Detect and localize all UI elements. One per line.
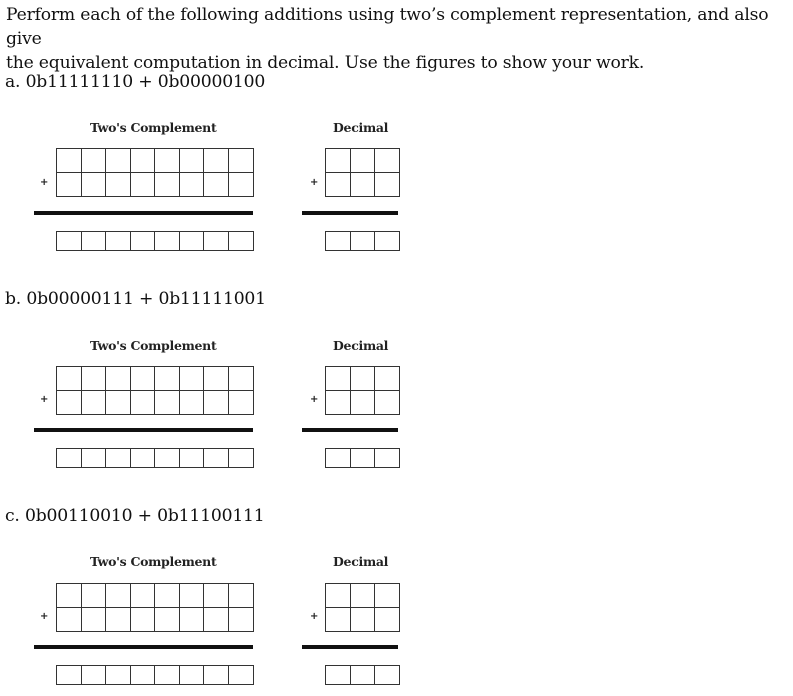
result-cell[interactable]: [203, 665, 229, 685]
operand-cell[interactable]: [81, 172, 107, 197]
result-cell[interactable]: [154, 448, 180, 468]
operand-cell[interactable]: [154, 148, 180, 173]
result-cell[interactable]: [325, 665, 351, 685]
operand-cell[interactable]: [154, 607, 180, 632]
operand-cell[interactable]: [105, 390, 131, 415]
problem-c-decimal-result-grid: [325, 665, 400, 685]
result-cell[interactable]: [179, 231, 205, 251]
problem-c-twos-operand-grid: [56, 583, 254, 632]
operand-cell[interactable]: [81, 390, 107, 415]
operand-cell[interactable]: [56, 390, 82, 415]
problem-a-twos-operand-grid: [56, 148, 254, 197]
operand-cell[interactable]: [350, 583, 376, 608]
result-cell[interactable]: [130, 665, 156, 685]
operand-cell[interactable]: [81, 148, 107, 173]
operand-cell[interactable]: [130, 172, 156, 197]
operand-cell[interactable]: [228, 172, 254, 197]
operand-cell[interactable]: [325, 607, 351, 632]
operand-cell[interactable]: [179, 172, 205, 197]
operand-cell[interactable]: [228, 390, 254, 415]
operand-cell[interactable]: [203, 607, 229, 632]
problem-b-twos-result-grid: [56, 448, 254, 468]
result-cell[interactable]: [81, 231, 107, 251]
operand-cell[interactable]: [56, 583, 82, 608]
operand-cell[interactable]: [325, 366, 351, 391]
result-cell[interactable]: [154, 665, 180, 685]
operand-cell[interactable]: [203, 172, 229, 197]
operand-cell[interactable]: [228, 148, 254, 173]
problem-c-decimal-header: Decimal: [333, 554, 389, 569]
result-cell[interactable]: [203, 448, 229, 468]
operand-cell[interactable]: [56, 607, 82, 632]
result-cell[interactable]: [228, 665, 254, 685]
operand-cell[interactable]: [105, 607, 131, 632]
problem-c-decimal-sum-line: [302, 645, 398, 649]
result-cell[interactable]: [228, 448, 254, 468]
operand-cell[interactable]: [56, 148, 82, 173]
problem-a-decimal-plus-sign: +: [310, 177, 319, 188]
result-cell[interactable]: [179, 665, 205, 685]
operand-cell[interactable]: [179, 390, 205, 415]
problem-a-decimal-result-grid: [325, 231, 400, 251]
operand-cell[interactable]: [179, 583, 205, 608]
operand-cell[interactable]: [350, 366, 376, 391]
result-cell[interactable]: [325, 448, 351, 468]
problem-c-twos-header: Two's Complement: [90, 554, 217, 569]
operand-cell[interactable]: [105, 172, 131, 197]
operand-cell[interactable]: [154, 390, 180, 415]
problem-b-decimal-result-grid: [325, 448, 400, 468]
operand-cell[interactable]: [154, 583, 180, 608]
result-cell[interactable]: [374, 665, 400, 685]
operand-cell[interactable]: [350, 390, 376, 415]
operand-cell[interactable]: [56, 172, 82, 197]
operand-cell[interactable]: [203, 583, 229, 608]
operand-cell[interactable]: [325, 148, 351, 173]
instructions: [6, 3, 791, 75]
result-cell[interactable]: [350, 231, 376, 251]
problem-c-decimal-plus-sign: +: [310, 611, 319, 622]
problem-a-twos-sum-line: [34, 211, 253, 215]
problem-a-twos-plus-sign: +: [40, 177, 49, 188]
problem-a-twos-result-grid: [56, 231, 254, 251]
result-cell[interactable]: [130, 231, 156, 251]
operand-cell[interactable]: [154, 366, 180, 391]
problem-b-decimal-plus-sign: +: [310, 394, 319, 405]
problem-b-twos-operand-grid: [56, 366, 254, 415]
problem-b-twos-plus-sign: +: [40, 394, 49, 405]
problem-a-decimal-operand-grid: [325, 148, 400, 197]
problem-b-label: b. 0b00000111 + 0b11111001: [5, 289, 266, 309]
result-cell[interactable]: [350, 665, 376, 685]
operand-cell[interactable]: [81, 583, 107, 608]
operand-cell[interactable]: [105, 148, 131, 173]
operand-cell[interactable]: [179, 366, 205, 391]
operand-cell[interactable]: [105, 366, 131, 391]
operand-cell[interactable]: [228, 366, 254, 391]
result-cell[interactable]: [81, 448, 107, 468]
operand-cell[interactable]: [228, 607, 254, 632]
operand-cell[interactable]: [56, 366, 82, 391]
operand-cell[interactable]: [325, 390, 351, 415]
result-cell[interactable]: [374, 231, 400, 251]
result-cell[interactable]: [203, 231, 229, 251]
problem-b-decimal-operand-grid: [325, 366, 400, 415]
problem-b-decimal-header: Decimal: [333, 338, 389, 353]
result-cell[interactable]: [374, 448, 400, 468]
operand-cell[interactable]: [374, 583, 400, 608]
result-cell[interactable]: [350, 448, 376, 468]
problem-c-decimal-operand-grid: [325, 583, 400, 632]
result-cell[interactable]: [56, 665, 82, 685]
operand-cell[interactable]: [130, 607, 156, 632]
problem-a-twos-header: Two's Complement: [90, 120, 217, 135]
operand-cell[interactable]: [350, 172, 376, 197]
problem-a-decimal-header: Decimal: [333, 120, 389, 135]
operand-cell[interactable]: [325, 172, 351, 197]
result-cell[interactable]: [154, 231, 180, 251]
operand-cell[interactable]: [325, 583, 351, 608]
result-cell[interactable]: [56, 448, 82, 468]
operand-cell[interactable]: [130, 148, 156, 173]
operand-cell[interactable]: [374, 172, 400, 197]
problem-b-twos-sum-line: [34, 428, 253, 432]
operand-cell[interactable]: [203, 390, 229, 415]
operand-cell[interactable]: [374, 148, 400, 173]
operand-cell[interactable]: [81, 607, 107, 632]
operand-cell[interactable]: [179, 148, 205, 173]
operand-cell[interactable]: [203, 366, 229, 391]
problem-c-twos-plus-sign: +: [40, 611, 49, 622]
operand-cell[interactable]: [130, 583, 156, 608]
result-cell[interactable]: [56, 231, 82, 251]
operand-cell[interactable]: [179, 607, 205, 632]
operand-cell[interactable]: [374, 607, 400, 632]
problem-c-twos-result-grid: [56, 665, 254, 685]
result-cell[interactable]: [105, 665, 131, 685]
operand-cell[interactable]: [81, 366, 107, 391]
operand-cell[interactable]: [374, 366, 400, 391]
result-cell[interactable]: [130, 448, 156, 468]
problem-a-decimal-sum-line: [302, 211, 398, 215]
operand-cell[interactable]: [130, 366, 156, 391]
operand-cell[interactable]: [374, 390, 400, 415]
problem-c-label: c. 0b00110010 + 0b11100111: [5, 506, 265, 526]
operand-cell[interactable]: [350, 148, 376, 173]
instructions-line-2: the equivalent computation in decimal. Use the figures to show your work.: [6, 53, 645, 73]
problem-b-decimal-sum-line: [302, 428, 398, 432]
problem-a-label: a. 0b11111110 + 0b00000100: [5, 72, 266, 92]
operand-cell[interactable]: [154, 172, 180, 197]
instructions-line-1: Perform each of the following additions using two’s complement representation, and also give: [6, 5, 769, 49]
operand-cell[interactable]: [350, 607, 376, 632]
problem-b-twos-header: Two's Complement: [90, 338, 217, 353]
result-cell[interactable]: [105, 448, 131, 468]
result-cell[interactable]: [81, 665, 107, 685]
result-cell[interactable]: [325, 231, 351, 251]
result-cell[interactable]: [228, 231, 254, 251]
problem-c-twos-sum-line: [34, 645, 253, 649]
result-cell[interactable]: [105, 231, 131, 251]
operand-cell[interactable]: [130, 390, 156, 415]
result-cell[interactable]: [179, 448, 205, 468]
operand-cell[interactable]: [228, 583, 254, 608]
operand-cell[interactable]: [105, 583, 131, 608]
operand-cell[interactable]: [203, 148, 229, 173]
